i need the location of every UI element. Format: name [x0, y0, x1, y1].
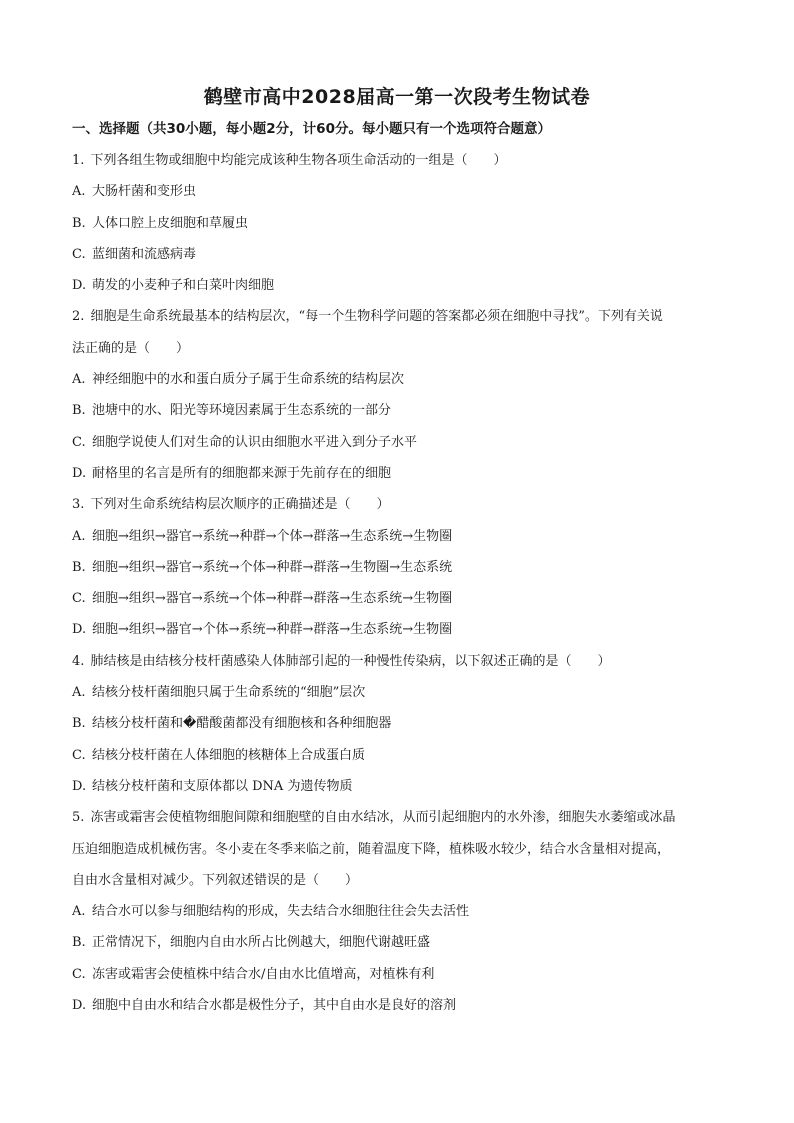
- question-list: [72, 145, 722, 1021]
- option-letter: B.: [72, 559, 86, 575]
- question-stem-line: [72, 301, 722, 332]
- option-letter: D.: [72, 278, 87, 294]
- option-letter: A.: [72, 184, 86, 200]
- question-1: [72, 145, 722, 301]
- option-text: 结核分枝杆菌细胞只属于生命系统的“细胞”层次: [92, 685, 366, 701]
- question-3: [72, 489, 722, 645]
- option-letter: A.: [72, 904, 86, 920]
- answer-option: [72, 239, 722, 270]
- answer-option: [72, 364, 722, 395]
- question-number: 2.: [72, 309, 85, 325]
- answer-option: [72, 427, 722, 458]
- answer-option: [72, 521, 722, 552]
- question-stem-text: 冻害或霜害会使植物细胞间隙和细胞壁的自由水结冰，从而引起细胞内的水外渗，细胞失水萎缩或冰晶: [90, 810, 676, 826]
- answer-option: [72, 208, 722, 239]
- option-text: 细胞→组织→器官→系统→个体→种群→群落→生态系统→生物圈: [92, 591, 453, 607]
- question-number: 3.: [72, 497, 85, 513]
- question-stem-text: 自由水含量相对减少。下列叙述错误的是（ ）: [72, 872, 359, 888]
- answer-option: [72, 677, 722, 708]
- section-heading: 一、选择题（共30小题，每小题2分，计60分。每小题只有一个选项符合题意）: [72, 121, 551, 137]
- question-2: [72, 301, 722, 489]
- option-letter: A.: [72, 528, 86, 544]
- option-text: 细胞学说使人们对生命的认识由细胞水平进入到分子水平: [92, 434, 418, 450]
- question-stem-line: [72, 333, 722, 364]
- question-stem-text: 肺结核是由结核分枝杆菌感染人体肺部引起的一种慢性传染病，以下叙述正确的是（ ）: [90, 653, 611, 669]
- exam-title: 鹤壁市高中2028届高一第一次段考生物试卷: [203, 86, 591, 108]
- option-text: 耐格里的名言是所有的细胞都来源于先前存在的细胞: [92, 465, 392, 481]
- answer-option: [72, 552, 722, 583]
- option-text: 冻害或霜害会使植株中结合水/自由水比值增高，对植株有利: [92, 966, 435, 982]
- option-letter: B.: [72, 215, 86, 231]
- answer-option: [72, 927, 722, 958]
- question-number: 1.: [72, 153, 85, 168]
- answer-option: [72, 176, 722, 207]
- question-stem-text: 细胞是生命系统最基本的结构层次，“每一个生物科学问题的答案都必须在细胞中寻找”。下列有关说: [90, 309, 663, 325]
- answer-option: [72, 583, 722, 614]
- option-text: 蓝细菌和流感病毒: [92, 246, 197, 262]
- answer-option: [72, 771, 722, 802]
- option-text: 神经细胞中的水和蛋白质分子属于生命系统的结构层次: [92, 372, 405, 388]
- answer-option: [72, 458, 722, 489]
- answer-option: [72, 270, 722, 301]
- option-text: 细胞→组织→器官→个体→系统→种群→群落→生态系统→生物圈: [92, 622, 453, 638]
- answer-option: [72, 395, 722, 426]
- option-letter: A.: [72, 685, 86, 701]
- question-stem-line: [72, 865, 722, 896]
- option-text: 正常情况下，细胞内自由水所占比例越大，细胞代谢越旺盛: [92, 935, 431, 951]
- question-number: 5.: [72, 810, 85, 826]
- option-text: 结核分枝杆菌和�醋酸菌都没有细胞核和各种细胞器: [92, 716, 392, 732]
- question-stem-line: [72, 646, 722, 677]
- answer-option: [72, 896, 722, 927]
- question-stem-text: 法正确的是（ ）: [72, 340, 190, 356]
- question-number: 4.: [72, 653, 85, 669]
- option-text: 结核分枝杆菌在人体细胞的核糖体上合成蛋白质: [92, 747, 366, 763]
- option-letter: C.: [72, 966, 86, 982]
- option-text: 池塘中的水、阳光等环境因素属于生态系统的一部分: [92, 403, 392, 419]
- option-text: 细胞→组织→器官→系统→种群→个体→群落→生态系统→生物圈: [92, 528, 453, 544]
- question-stem-line: [72, 834, 722, 865]
- option-letter: B.: [72, 716, 86, 732]
- question-5: [72, 802, 722, 1021]
- question-stem-text: 下列各组生物或细胞中均能完成该种生物各项生命活动的一组是（ ）: [90, 153, 507, 168]
- option-letter: D.: [72, 778, 87, 794]
- option-letter: B.: [72, 403, 86, 419]
- option-letter: D.: [72, 622, 87, 638]
- option-text: 人体口腔上皮细胞和草履虫: [92, 215, 249, 231]
- option-text: 大肠杆菌和变形虫: [92, 184, 197, 200]
- option-letter: B.: [72, 935, 86, 951]
- question-stem-line: [72, 802, 722, 833]
- answer-option: [72, 708, 722, 739]
- option-letter: D.: [72, 465, 87, 481]
- option-letter: D.: [72, 998, 87, 1014]
- question-stem-text: 压迫细胞造成机械伤害。冬小麦在冬季来临之前，随着温度下降，植株吸水较少，结合水含量相对提高，: [72, 841, 671, 857]
- option-letter: C.: [72, 246, 86, 262]
- option-letter: C.: [72, 434, 86, 450]
- option-letter: C.: [72, 591, 86, 607]
- answer-option: [72, 959, 722, 990]
- option-text: 结核分枝杆菌和支原体都以 DNA 为遗传物质: [92, 778, 353, 794]
- question-stem-line: [72, 145, 722, 176]
- answer-option: [72, 614, 722, 645]
- option-letter: A.: [72, 372, 86, 388]
- option-text: 萌发的小麦种子和白菜叶肉细胞: [92, 278, 275, 294]
- question-4: [72, 646, 722, 802]
- option-letter: C.: [72, 747, 86, 763]
- option-text: 结合水可以参与细胞结构的形成，失去结合水细胞往往会失去活性: [92, 904, 470, 920]
- option-text: 细胞→组织→器官→系统→个体→种群→群落→生物圈→生态系统: [92, 559, 453, 575]
- answer-option: [72, 740, 722, 771]
- option-text: 细胞中自由水和结合水都是极性分子，其中自由水是良好的溶剂: [92, 998, 457, 1014]
- question-stem-text: 下列对生命系统结构层次顺序的正确描述是（ ）: [90, 497, 390, 513]
- answer-option: [72, 990, 722, 1021]
- question-stem-line: [72, 489, 722, 520]
